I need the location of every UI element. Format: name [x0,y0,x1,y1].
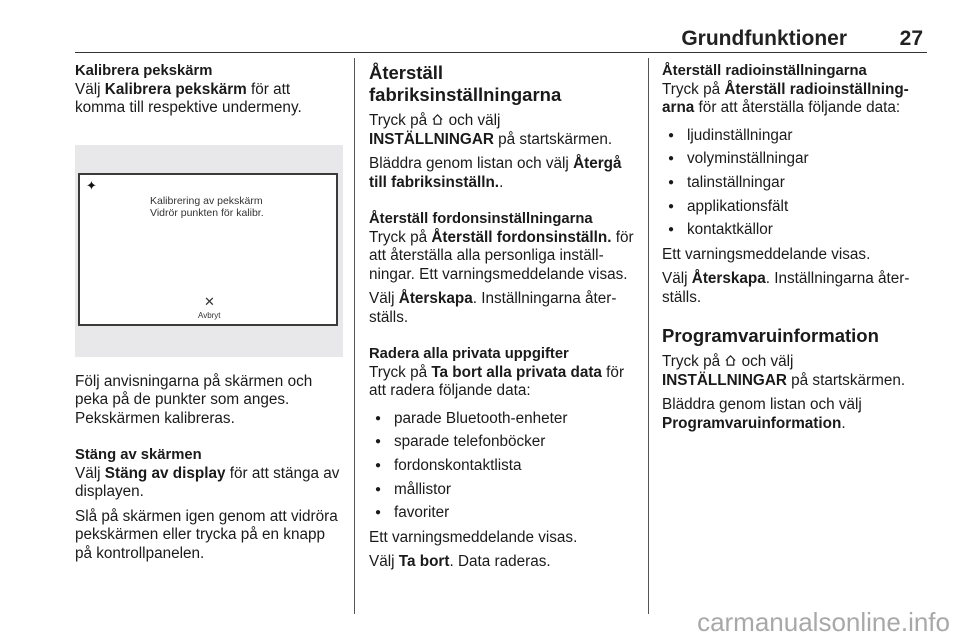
header-title: Grundfunktioner [681,27,847,50]
paragraph: Ett varningsmeddelande visas. [662,245,871,263]
section-heading-erase-data: Radera alla privata uppgifter [369,346,569,362]
list-item: ● mållistor [369,478,637,502]
section-heading-radio-reset: Återställ radioinställningarna [662,63,867,79]
paragraph: Bläddra genom listan och välj Återgå till fabriksinställn.. [369,155,622,191]
calibration-target-icon: ✦ [86,177,97,193]
paragraph: Välj Ta bort. Data raderas. [369,553,551,571]
section-heading-vehicle-reset: Återställ fordonsinställningarna [369,211,593,227]
paragraph: Välj Återskapa. Inställningarna åter- ställs. [369,290,617,326]
close-icon[interactable]: ✕ [204,293,215,309]
paragraph: Tryck på och välj INSTÄLLNINGAR på startskärmen. [369,112,613,148]
paragraph: Tryck på Ta bort alla privata data för att radera följande data: [369,363,625,399]
calibration-screen-figure [75,145,343,357]
column-divider [354,58,355,614]
home-icon [431,113,444,126]
list-item: ● talinställningar [662,171,930,195]
paragraph: Slå på skärmen igen genom att vidröra pekskärmen eller trycka på en knapp på kontrollpanelen. [75,507,338,562]
watermark: carmanualsonline.info [697,607,950,637]
page-header [75,0,927,53]
paragraph: Följ anvisningarna på skärmen och peka på de punkter som anges. Pekskärmen kalibreras. [75,372,313,427]
main-heading-factory-reset: Återställ fabriksinställningarna [369,62,562,105]
screen-title: Kalibrering av pekskärm Vidrör punkten för kalibr. [150,194,264,219]
list-item: ● favoriter [369,501,637,525]
column-1 [75,62,343,569]
page-number: 27 [899,27,923,50]
list-item: ● volyminställningar [662,147,930,171]
paragraph: Bläddra genom listan och välj Programvaruinformation. [662,396,862,432]
paragraph: Ett varningsmeddelande visas. [369,528,578,546]
paragraph: Välj Kalibrera pekskärm för att komma till respektive undermeny. [75,80,302,116]
paragraph: Tryck på Återställ radioinställning- arna för att återställa följande data: [662,80,909,116]
cancel-label[interactable]: Avbryt [198,310,221,320]
list-item: ● kontaktkällor [662,218,930,242]
section-heading-calibrate: Kalibrera pekskärm [75,63,213,79]
main-heading-software-info: Programvaruinformation [662,325,879,347]
touchscreen-display [78,173,338,326]
paragraph: Välj Stäng av display för att stänga av displayen. [75,464,340,500]
column-divider [648,58,649,614]
paragraph: Tryck på och välj INSTÄLLNINGAR på startskärmen. [662,353,906,389]
column-2 [369,62,637,578]
list-item: ● sparade telefonböcker [369,430,637,454]
radio-reset-list [662,124,930,242]
column-3 [662,62,930,439]
section-heading-screen-off: Stäng av skärmen [75,447,202,463]
list-item: ● fordonskontaktlista [369,454,637,478]
list-item: ● ljudinställningar [662,124,930,148]
paragraph: Tryck på Återställ fordonsinställn. för att återställa alla personliga inställ- ningar. Ett varningsmeddelande visas. [369,228,634,283]
list-item: ● applikationsfält [662,195,930,219]
erase-data-list [369,407,637,525]
list-item: ● parade Bluetooth-enheter [369,407,637,431]
paragraph: Välj Återskapa. Inställningarna åter- ställs. [662,270,910,306]
home-icon [724,354,737,367]
